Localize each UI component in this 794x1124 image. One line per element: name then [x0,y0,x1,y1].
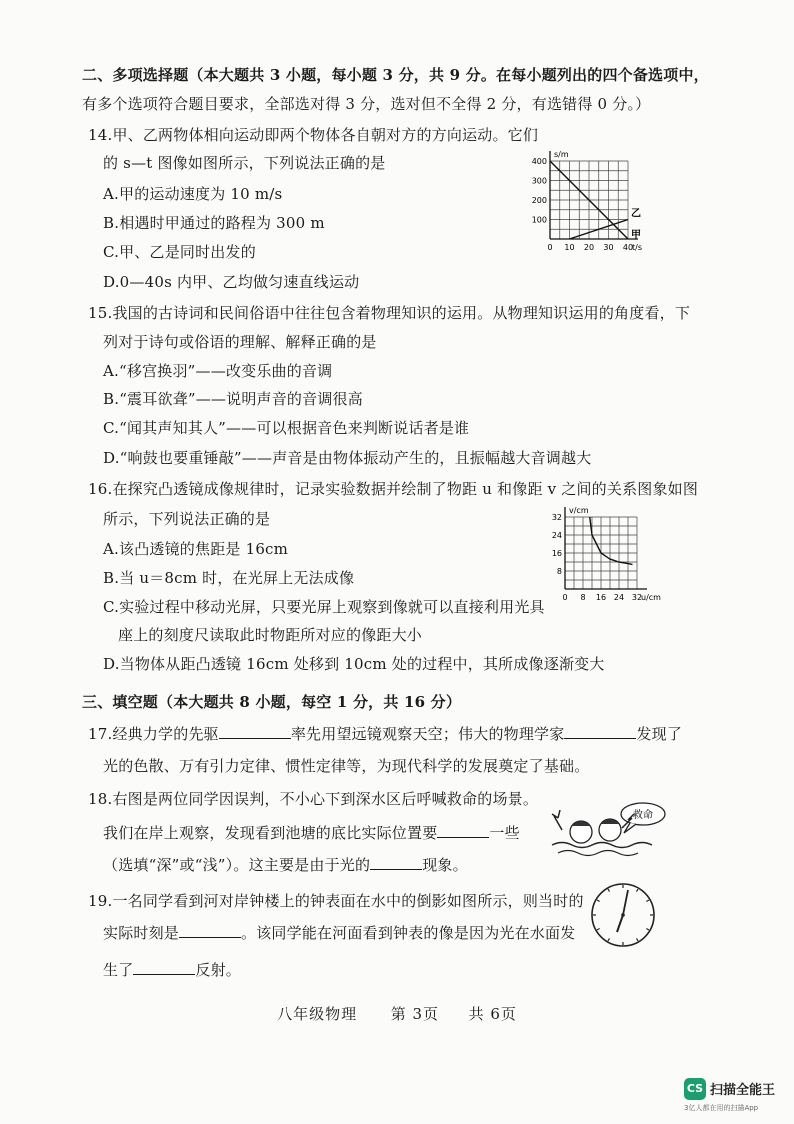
clock-reflection [588,880,658,950]
x-tick-label: 0 [562,593,568,602]
q17-text-a: 17.经典力学的先驱 [88,725,219,743]
y-axis-label: s/m [554,150,569,159]
page-footer [0,1003,794,1024]
q17-text-b: 率先用望远镜观察天空；伟大的物理学家 [290,725,565,743]
q19-line3 [103,960,241,980]
q16-stem: 16.在探究凸透镜成像规律时，记录实验数据并绘制了物距 u 和像距 v 之间的关系图象如图 [88,480,699,498]
clock-tick-mark [637,889,639,892]
camscanner-name: 扫描全能王 [710,1083,776,1098]
q18-text-a: 我们在岸上观察，发现看到池塘的底比实际位置要 [103,824,438,842]
series-label-1: 甲 [631,230,641,241]
y-tick-label: 32 [551,513,562,522]
q15-option-b: B.“震耳欲聋”——说明声音的音调很高 [103,390,363,408]
clock-tick-mark [646,900,649,902]
q18-blank-1 [437,823,489,838]
x-tick-label: 20 [583,243,595,252]
clock-tick-mark [646,929,649,931]
clock-tick-mark [597,929,600,931]
x-tick-label: 40 [622,243,634,252]
q14-option-c: C.甲、乙是同时出发的 [103,243,256,261]
x-tick-label: 10 [564,243,575,252]
q19-line2 [103,923,575,943]
clock-hour-hand [617,915,623,932]
st-graph [522,138,662,252]
speech-bubble-text: 救命 [633,810,653,821]
x-axis-label: t/s [632,243,642,252]
q14-option-a: A.甲的运动速度为 10 m/s [103,185,283,203]
q19-blank-1 [179,923,241,938]
q14-option-b: B.相遇时甲通过的路程为 300 m [103,214,325,232]
y-tick-label: 400 [531,157,547,166]
q16-option-b: B.当 u＝8cm 时，在光屏上无法成像 [103,569,355,587]
footer-subject: 八年级物理 [277,1005,358,1023]
q14-stem-cont: 的 s—t 图像如图所示，下列说法正确的是 [103,154,386,172]
y-tick-label: 8 [556,567,562,576]
clock-center [621,913,625,917]
drowning-illustration [548,800,668,860]
y-tick-label: 24 [551,531,562,540]
section-heading-fill-blank: 三、填空题（本大题共 8 小题，每空 1 分，共 16 分） [82,693,462,711]
x-tick-label: 32 [631,593,643,602]
series-label-2: 乙 [631,208,641,220]
clock-minute-hand [623,890,628,915]
q18-text-d: 现象。 [422,856,468,874]
q14-stem: 14.甲、乙两物体相向运动即两个物体各自朝对方的方向运动。它们 [88,126,539,144]
q18-blank-2 [370,855,422,870]
q16-option-c-cont: 座上的刻度尺读取此时物距所对应的像距大小 [118,626,423,644]
footer-total: 共 6页 [468,1005,517,1023]
clock-tick-mark [637,938,639,941]
water-wave-2 [558,851,638,856]
x-tick-label: 8 [580,593,586,602]
q19-text-d: 反射。 [195,961,242,979]
q19-text-c: 生了 [103,961,134,979]
q15-option-a: A.“移宫换羽”——改变乐曲的音调 [103,362,333,380]
clock-tick-mark [608,938,610,941]
q19-text-b: 。该同学能在河面看到钟表的像是因为光在水面发 [241,924,576,942]
q17-blank-1 [219,724,291,739]
section-instructions: 有多个选项符合题目要求，全部选对得 3 分，选对但不全得 2 分，有选错得 0 分。） [82,95,651,113]
q16-option-d: D.当物体从距凸透镜 16cm 处移到 10cm 处的过程中，其所成像逐渐变大 [103,655,605,673]
q15-option-d: D.“响鼓也要重锤敲”——声音是由物体振动产生的，且振幅越大音调越大 [103,449,592,467]
swimmer-1-arm [552,810,562,830]
q16-option-c: C.实验过程中移动光屏，只要光屏上观察到像就可以直接利用光具 [103,598,545,616]
q18-line2 [103,823,520,843]
q15-stem: 15.我国的古诗词和民间俗语中往往包含着物理知识的运用。从物理知识运用的角度看，下 [88,304,691,322]
q17-line1 [88,724,682,744]
q15-stem-cont: 列对于诗句或俗语的理解、解释正确的是 [103,333,377,351]
camscanner-logo-icon: CS [684,1078,706,1100]
footer-page: 第 3页 [390,1005,439,1023]
clock-tick-mark [597,900,600,902]
q16-stem-cont: 所示，下列说法正确的是 [103,510,271,528]
uv-graph [540,505,680,605]
q15-option-c: C.“闻其声知其人”——可以根据音色来判断说话者是谁 [103,419,470,437]
q19-text-a: 实际时刻是 [103,924,180,942]
q19-blank-2 [133,960,195,975]
swimmer-2-hair [601,819,619,824]
y-tick-label: 300 [531,176,547,186]
clock-tick-mark [608,889,610,892]
x-tick-label: 0 [547,243,553,252]
q17-blank-2 [564,724,636,739]
q14-option-d: D.0—40s 内甲、乙均做匀速直线运动 [103,273,360,291]
q17-line2: 光的色散、万有引力定律、惯性定律等，为现代科学的发展奠定了基础。 [103,757,590,775]
swimmer-1-hair [572,821,590,826]
q17-text-c: 发现了 [636,725,683,743]
x-axis-label: u/cm [641,593,661,602]
x-tick-label: 24 [613,593,625,602]
y-axis-label: v/cm [569,506,589,515]
q16-option-a: A.该凸透镜的焦距是 16cm [103,540,289,558]
y-tick-label: 16 [551,549,562,558]
section-heading-multiple-choice: 二、多项选择题（本大题共 3 小题，每小题 3 分，共 9 分。在每小题列出的四个备选项中， [82,66,709,84]
camscanner-watermark [684,1078,784,1118]
y-tick-label: 100 [531,215,547,225]
q18-text-c: （选填“深”或“浅”）。这主要是由于光的 [103,856,371,874]
q18-line1: 18.右图是两位同学因误判，不小心下到深水区后呼喊救命的场景。 [88,790,539,808]
x-tick-label: 30 [603,243,614,252]
q19-line1: 19.一名同学看到河对岸钟楼上的钟表面在水中的倒影如图所示，则当时的 [88,892,584,910]
water-wave-1 [552,843,652,848]
camscanner-tagline: 3亿人都在用的扫描App [684,1104,759,1112]
q18-text-b: 一些 [489,824,520,842]
y-tick-label: 200 [531,196,547,205]
x-tick-label: 16 [595,593,607,602]
q18-line3 [103,855,468,875]
